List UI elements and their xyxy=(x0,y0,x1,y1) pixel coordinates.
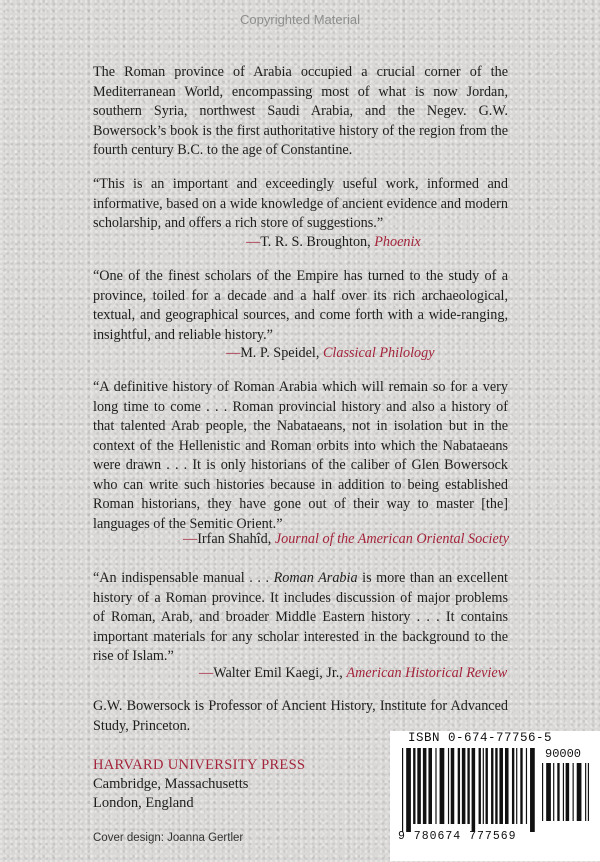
quote-1-text: “This is an important and exceedingly useful work, informed and informative, based on a wide knowledge of ancient evidence and modern scholarship, and offers a rich store of suggestions.” xyxy=(93,176,508,231)
barcode-bar xyxy=(467,748,469,824)
barcode-bar xyxy=(483,748,484,824)
review-quote-4 xyxy=(93,569,508,667)
barcode-bar xyxy=(566,763,570,821)
barcode-bar xyxy=(505,748,509,824)
publisher-block xyxy=(93,756,305,813)
quote-2-text: “One of the finest scholars of the Empire has turned to the study of a province, toiled for a decade and a half over its rich archaeological, textual, and geographical sources, and come forth with a wide-ranging, insightful, and reliable history.” xyxy=(93,268,508,343)
barcode-bar xyxy=(458,748,460,824)
barcode-bar xyxy=(413,748,415,824)
quote-3-attribution xyxy=(183,530,509,550)
review-quote-2 xyxy=(93,267,508,345)
price-barcode xyxy=(542,763,592,829)
publisher-name: HARVARD UNIVERSITY PRESS xyxy=(93,757,306,773)
barcode-bar xyxy=(486,748,488,824)
barcode-bar xyxy=(520,748,522,824)
cover-design-credit: Cover design: Joanna Gertler xyxy=(93,832,244,844)
quote-4-author: Walter Emil Kaegi, Jr., xyxy=(213,665,347,681)
barcode-bar xyxy=(406,748,411,832)
barcode-bar xyxy=(491,748,493,824)
barcode-bar xyxy=(553,763,554,821)
barcode-bar xyxy=(577,763,582,821)
barcode-bar xyxy=(516,748,517,824)
author-bio-text: G.W. Bowersock is Professor of Ancient History, Institute for Advanced Study, Princeton. xyxy=(93,698,508,734)
book-title: Roman Arabia xyxy=(273,570,358,586)
review-quote-3 xyxy=(93,378,508,534)
isbn-label: ISBN 0-674-77756-5 xyxy=(408,731,553,745)
quote-2-source: Classical Philology xyxy=(322,345,435,361)
barcode-bar xyxy=(526,748,527,824)
quote-3-source: Journal of the American Oriental Society xyxy=(274,531,509,547)
barcode-bar xyxy=(563,763,564,821)
barcode-bar xyxy=(542,763,543,821)
barcode-bar xyxy=(585,763,586,821)
quote-3-author: Irfan Shahîd, xyxy=(197,531,275,547)
attribution-dash: — xyxy=(246,234,261,250)
price-code: 90000 xyxy=(545,747,582,761)
barcode-bar xyxy=(479,748,481,824)
quote-4-source: American Historical Review xyxy=(346,665,508,681)
barcode-bar xyxy=(530,748,535,832)
barcode-bar xyxy=(546,763,551,821)
quote-1-attribution xyxy=(246,233,421,253)
barcode-bar xyxy=(512,748,514,824)
barcode-bar xyxy=(499,748,503,824)
copyright-watermark: Copyrighted Material xyxy=(240,12,360,27)
barcode-bar xyxy=(435,748,436,824)
review-quote-1 xyxy=(93,175,508,234)
ean-number: 9 780674 777569 xyxy=(398,830,517,843)
barcode-bar xyxy=(423,748,427,824)
barcode-bar xyxy=(448,748,449,824)
publisher-city-2: London, England xyxy=(93,795,194,811)
quote-2-attribution xyxy=(226,344,435,364)
quote-3-text: “A definitive history of Roman Arabia which will remain so for a very long time to come . . . Roman provincial history and also a history of that talented Arab people, the Nabataeans, not in isolation but in the context of the Hellenistic and Roman orbits into which the Nabataeans were drawn . . . It is only historians of the caliber of Glen Bowersock who can write such histories because in addition to being established Roman historians, they have gone out of their way to master [the] languages of the Semitic Orient.” xyxy=(93,379,508,532)
barcode-bar xyxy=(428,748,432,824)
quote-1-source: Phoenix xyxy=(374,234,421,250)
barcode-bar xyxy=(588,763,589,821)
barcode-bar xyxy=(462,748,466,824)
ean-barcode xyxy=(402,748,537,832)
barcode-bar xyxy=(573,763,574,821)
barcode-bar xyxy=(557,763,559,821)
barcode-bar xyxy=(472,748,476,832)
quote-1-author: T. R. S. Broughton, xyxy=(260,234,375,250)
barcode-bar xyxy=(440,748,445,824)
attribution-dash: — xyxy=(183,531,198,547)
quote-4-attribution xyxy=(199,664,507,684)
attribution-dash: — xyxy=(199,665,214,681)
publisher-city-1: Cambridge, Massachusetts xyxy=(93,776,249,792)
barcode-bar xyxy=(495,748,497,824)
barcode-bar xyxy=(417,748,421,824)
quote-4-text: “An indispensable manual . . . Roman Arabia is more than an excellent history of a Roman province. It includes discussion of major problems of Roman, Arab, and broader Middle Eastern history . . . It contains important materials for any scholar interested in the background to the rise of Islam.” xyxy=(93,570,509,664)
attribution-dash: — xyxy=(226,345,241,361)
quote-2-author: M. P. Speidel, xyxy=(240,345,323,361)
barcode-bar xyxy=(402,748,403,832)
intro-paragraph xyxy=(93,63,508,161)
intro-text: The Roman province of Arabia occupied a crucial corner of the Mediterranean World, encompassing most of what is now Jordan, southern Syria, northwest Saudi Arabia, and the Negev. G.W. Bowersock’s book is the first authoritative history of the region from the fourth century B.C. to the age of Constantine. xyxy=(93,64,508,158)
barcode-box xyxy=(390,731,600,861)
barcode-bar xyxy=(451,748,455,824)
